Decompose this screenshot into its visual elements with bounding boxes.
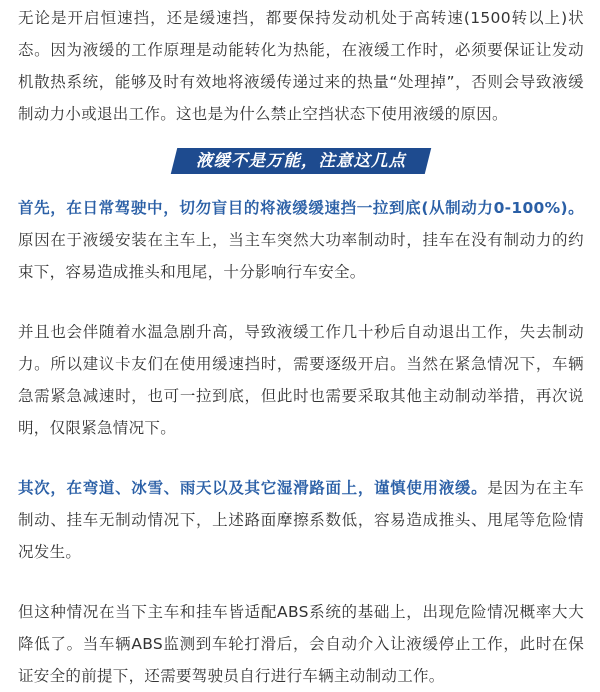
first-tip-highlight: 首先，在日常驾驶中，切勿盲目的将液缓缓速挡一拉到底(从制动力0-100%)。 xyxy=(18,199,584,217)
paragraph-abs: 但这种情况在当下主车和挂车皆适配ABS系统的基础上，出现危险情况概率大大降低了。当车辆ABS监测到车轮打滑后，会自动介入让液缓停止工作，此时在保证安全的前提下，还需要驾驶员自行进行车辆主动制动工作。 xyxy=(18,603,584,685)
section-title: 液缓不是万能，注意这几点 xyxy=(196,151,406,170)
section-header xyxy=(18,130,584,192)
paragraph-second-tip xyxy=(18,472,584,568)
paragraph-first-tip xyxy=(18,192,584,288)
section-title-banner xyxy=(171,148,431,174)
second-tip-text: 是因为在主车制动、挂车无制动情况下，上述路面摩擦系数低，容易造成推头、甩尾等危险情况发生。 xyxy=(18,479,584,561)
intro-paragraph: 无论是开启恒速挡，还是缓速挡，都要保持发动机处于高转速(1500转以上)状态。因为液缓的工作原理是动能转化为热能，在液缓工作时，必须要保证让发动机散热系统，能够及时有效地将液缓传递过来的热量“处理掉”，否则会导致液缓制动力小或退出工作。这也是为什么禁止空挡状态下使用液缓的原因。 xyxy=(18,9,584,123)
second-tip-highlight: 其次，在弯道、冰雪、雨天以及其它湿滑路面上，谨慎使用液缓。 xyxy=(18,479,488,497)
first-tip-text: 原因在于液缓安装在主车上，当主车突然大功率制动时，挂车在没有制动力的约束下，容易造成推头和甩尾，十分影响行车安全。 xyxy=(18,231,584,281)
paragraph-water-temp: 并且也会伴随着水温急剧升高，导致液缓工作几十秒后自动退出工作，失去制动力。所以建议卡友们在使用缓速挡时，需要逐级开启。当然在紧急情况下，车辆急需紧急减速时，也可一拉到底，但此时也需要采取其他主动制动举措，再次说明，仅限紧急情况下。 xyxy=(18,323,584,437)
article-body xyxy=(18,0,584,692)
